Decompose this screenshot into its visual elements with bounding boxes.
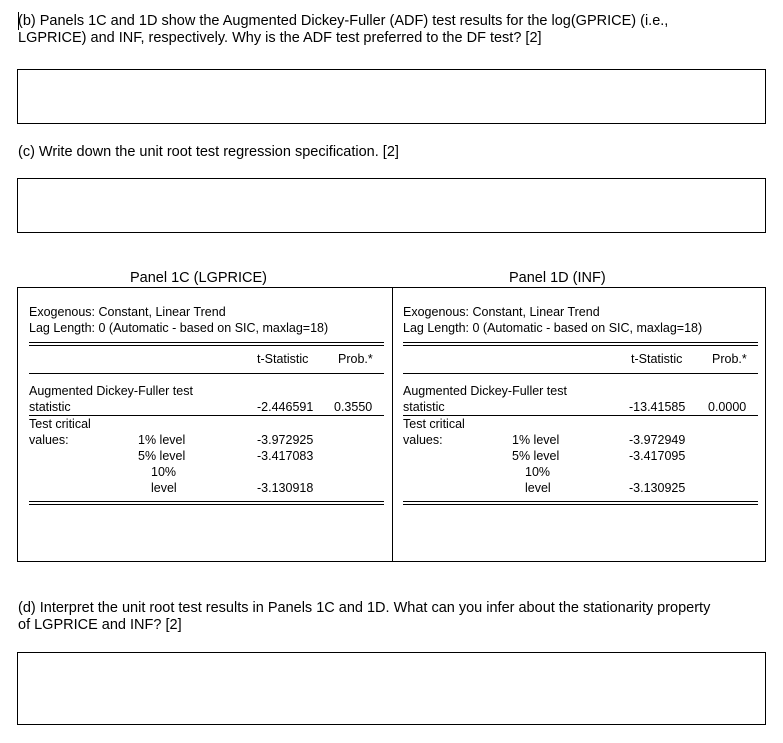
question-d-line-1: (d) Interpret the unit root test results in Panels 1C and 1D. What can you infer about the stationarity property [18, 600, 711, 616]
panel-1d-crit-10: -3.130925 [629, 481, 686, 495]
panel-1d-crit-5: -3.417095 [629, 449, 686, 463]
panel-1c-adf-label-1: Augmented Dickey-Fuller test [29, 384, 193, 398]
panel-1c-rule-bottom [29, 501, 384, 505]
panel-1d-rule-bottom [403, 501, 758, 505]
panel-1d-exogenous: Exogenous: Constant, Linear Trend [403, 305, 600, 319]
panel-1c-crit-1: -3.972925 [257, 433, 314, 447]
panel-1c-adf-prob: 0.3550 [334, 400, 373, 414]
panel-1d-adf-tstat: -13.41585 [629, 400, 686, 414]
question-b-line-1: (b) Panels 1C and 1D show the Augmented Dickey-Fuller (ADF) test results for the log(GPRICE) (i.e., [18, 13, 669, 29]
panel-1d-crit-label-1: Test critical [403, 417, 465, 431]
panel-1d-col-prob: Prob.* [712, 352, 747, 366]
answer-box-b[interactable] [17, 69, 766, 124]
panel-1c-level-10a: 10% [151, 465, 177, 479]
panel-1d-level-10a: 10% [525, 465, 551, 479]
panel-1d-title: Panel 1D (INF) [509, 270, 606, 286]
panel-1c-crit-5: -3.417083 [257, 449, 314, 463]
panel-1d-adf-label-2: statistic [403, 400, 445, 414]
panel-1d-rule-top [403, 342, 758, 346]
panel-1d-crit-1: -3.972949 [629, 433, 686, 447]
panel-1c-level-1: 1% level [138, 433, 186, 447]
answer-box-d[interactable] [17, 652, 766, 725]
panel-1c-lag-length: Lag Length: 0 (Automatic - based on SIC, maxlag=18) [29, 321, 329, 335]
panel-1c-rule-header [29, 373, 384, 374]
panel-1c-crit-label-1: Test critical [29, 417, 91, 431]
panel-1c-level-10b: level [151, 481, 177, 495]
panel-1c-col-tstat: t-Statistic [257, 352, 309, 366]
panel-1c-crit-10: -3.130918 [257, 481, 314, 495]
question-b-line-2: LGPRICE) and INF, respectively. Why is the ADF test preferred to the DF test? [2] [18, 30, 542, 46]
panel-1c-title: Panel 1C (LGPRICE) [130, 270, 267, 286]
panel-1c-exogenous: Exogenous: Constant, Linear Trend [29, 305, 226, 319]
panel-1c-level-5: 5% level [138, 449, 186, 463]
panel-1c-crit-label-2: values: [29, 433, 69, 447]
panel-1d-adf-label-1: Augmented Dickey-Fuller test [403, 384, 567, 398]
panel-1d-adf-prob: 0.0000 [708, 400, 747, 414]
panels-divider [392, 287, 393, 562]
panel-1d-crit-label-2: values: [403, 433, 443, 447]
panel-1d-col-tstat: t-Statistic [631, 352, 683, 366]
panel-1d-level-5: 5% level [512, 449, 560, 463]
question-c-text: (c) Write down the unit root test regression specification. [2] [18, 144, 399, 160]
panel-1c-col-prob: Prob.* [338, 352, 373, 366]
panel-1c-adf-tstat: -2.446591 [257, 400, 314, 414]
answer-box-c[interactable] [17, 178, 766, 233]
panel-1d-level-10b: level [525, 481, 551, 495]
panel-1c-adf-label-2: statistic [29, 400, 71, 414]
question-d-line-2: of LGPRICE and INF? [2] [18, 617, 182, 633]
panel-1d-level-1: 1% level [512, 433, 560, 447]
panel-1d-lag-length: Lag Length: 0 (Automatic - based on SIC, maxlag=18) [403, 321, 703, 335]
panel-1d-rule-header [403, 373, 758, 374]
panel-1c-rule-top [29, 342, 384, 346]
